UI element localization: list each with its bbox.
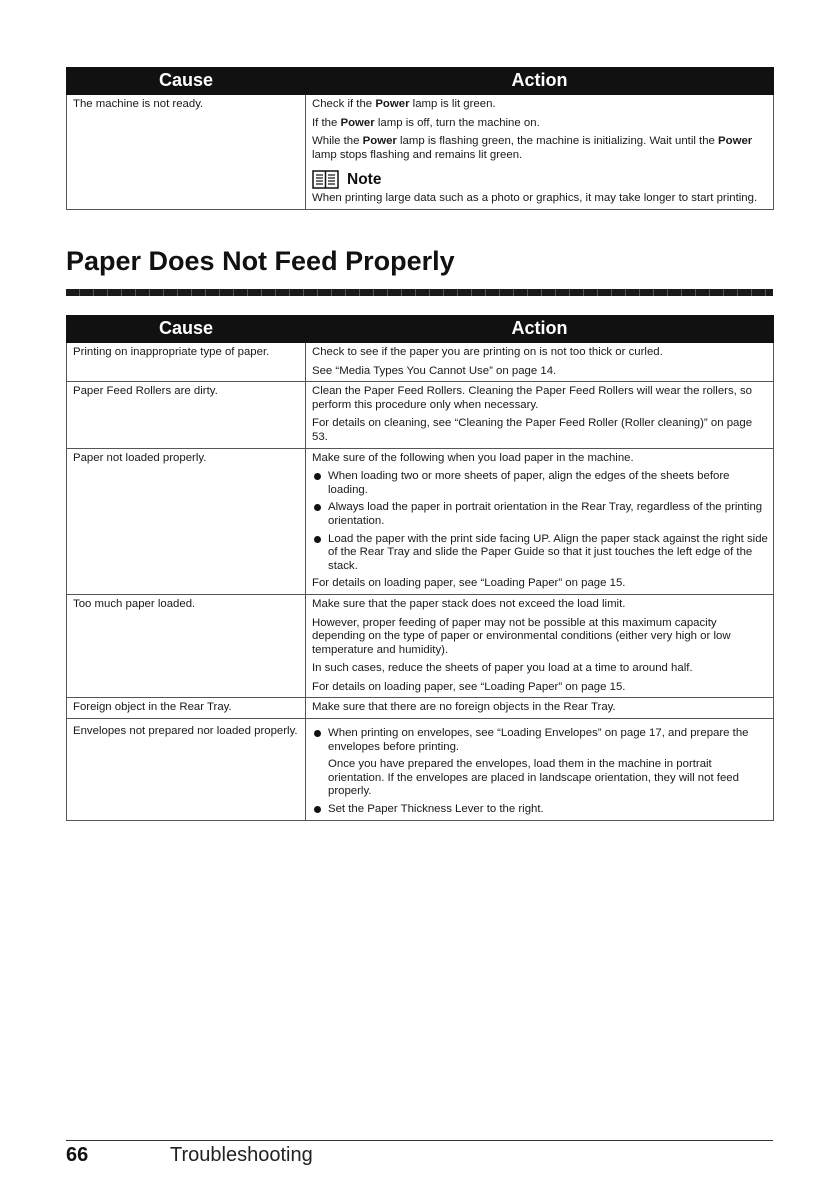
action-cell bbox=[306, 719, 774, 821]
list-item-text: Always load the paper in portrait orientation in the Rear Tray, regardless of the printing orientation. bbox=[328, 501, 763, 527]
cause-cell: Paper Feed Rollers are dirty. bbox=[67, 382, 306, 448]
list-item bbox=[312, 803, 768, 817]
list-item-text: When loading two or more sheets of paper, align the edges of the sheets before loading. bbox=[328, 470, 730, 496]
action-text bbox=[312, 135, 768, 162]
cause-cell: Foreign object in the Rear Tray. bbox=[67, 698, 306, 719]
bullet-icon bbox=[314, 504, 321, 511]
action-text: However, proper feeding of paper may not be possible at this maximum capacity depending on the type of paper or environmental conditions (either very high or low temperature and humidity). bbox=[312, 616, 731, 656]
table-row bbox=[67, 594, 774, 698]
header-cause: Cause bbox=[67, 68, 306, 95]
header-action: Action bbox=[306, 316, 774, 343]
power-term: Power bbox=[718, 135, 753, 148]
action-text: For details on loading paper, see “Loading Paper” on page 15. bbox=[312, 680, 626, 693]
bullet-list bbox=[312, 727, 768, 817]
text-span: While the bbox=[312, 135, 363, 148]
section-title: Paper Does Not Feed Properly bbox=[66, 246, 455, 276]
text-span: lamp is lit green. bbox=[409, 98, 496, 110]
action-cell bbox=[306, 382, 774, 448]
action-cell bbox=[306, 343, 774, 382]
list-item bbox=[312, 501, 768, 528]
table-row bbox=[67, 95, 774, 210]
cause-cell: Too much paper loaded. bbox=[67, 594, 306, 698]
table-row bbox=[67, 343, 774, 382]
note-text: When printing large data such as a photo or graphics, it may take longer to start printing. bbox=[312, 192, 758, 205]
list-item-text: Set the Paper Thickness Lever to the right. bbox=[328, 803, 544, 816]
bullet-icon bbox=[314, 806, 321, 813]
note-title: Note bbox=[347, 171, 382, 189]
action-text: For details on loading paper, see “Loading Paper” on page 15. bbox=[312, 577, 626, 590]
text-span: lamp is off, turn the machine on. bbox=[374, 116, 540, 129]
power-term: Power bbox=[375, 98, 410, 110]
action-text: In such cases, reduce the sheets of paper you load at a time to around half. bbox=[312, 662, 693, 675]
text-span: If the bbox=[312, 116, 341, 129]
list-item bbox=[312, 533, 768, 574]
action-text bbox=[312, 117, 768, 131]
power-term: Power bbox=[340, 116, 375, 129]
bullet-icon bbox=[314, 536, 321, 543]
list-item-text: When printing on envelopes, see “Loading Envelopes” on page 17, and prepare the envelopes before printing. bbox=[328, 727, 749, 753]
note-icon bbox=[312, 170, 339, 189]
action-text bbox=[312, 98, 768, 112]
table-row bbox=[67, 448, 774, 594]
action-text: See “Media Types You Cannot Use” on page 14. bbox=[312, 364, 557, 377]
cause-cell: Paper not loaded properly. bbox=[67, 448, 306, 594]
list-item-subtext: Once you have prepared the envelopes, load them in the machine in portrait orientation. If the envelopes are placed in landscape orientation, they will not feed properly. bbox=[328, 758, 739, 798]
action-text: Make sure that the paper stack does not exceed the load limit. bbox=[312, 597, 626, 610]
bullet-icon bbox=[314, 473, 321, 480]
list-item-text: Load the paper with the print side facing UP. Align the paper stack against the right side of the Rear Tray and slide the Paper Guide so that it just touches the left edge of the stack. bbox=[328, 532, 768, 572]
table-row bbox=[67, 698, 774, 719]
action-text: Make sure of the following when you load paper in the machine. bbox=[312, 451, 634, 464]
action-cell bbox=[306, 95, 774, 210]
bullet-list bbox=[312, 470, 768, 573]
page-number: 66 bbox=[66, 1144, 89, 1166]
power-term: Power bbox=[362, 135, 397, 148]
note-header bbox=[312, 170, 768, 189]
header-action: Action bbox=[306, 68, 774, 95]
action-text: For details on cleaning, see “Cleaning the Paper Feed Roller (Roller cleaning)” on page 53. bbox=[312, 417, 753, 443]
header-cause: Cause bbox=[67, 316, 306, 343]
action-cell bbox=[306, 448, 774, 594]
cause-cell: The machine is not ready. bbox=[67, 95, 306, 210]
text-span: lamp stops flashing and remains lit green. bbox=[312, 148, 523, 161]
table-row bbox=[67, 382, 774, 448]
bullet-icon bbox=[314, 730, 321, 737]
list-item bbox=[312, 727, 768, 799]
action-text: Check to see if the paper you are printing on is not too thick or curled. bbox=[312, 346, 663, 358]
action-cell bbox=[306, 594, 774, 698]
footer-section-title: Troubleshooting bbox=[170, 1144, 313, 1166]
cause-cell: Envelopes not prepared nor loaded properly. bbox=[67, 719, 306, 821]
title-underline-bar bbox=[66, 289, 773, 296]
cause-action-table-machine bbox=[66, 67, 774, 210]
cause-cell: Printing on inappropriate type of paper. bbox=[67, 343, 306, 382]
action-text: Make sure that there are no foreign objects in the Rear Tray. bbox=[312, 701, 616, 714]
text-span: Check if the bbox=[312, 98, 376, 110]
table-row bbox=[67, 719, 774, 821]
text-span: lamp is flashing green, the machine is initializing. Wait until the bbox=[396, 135, 719, 148]
cause-action-table-paper-feed bbox=[66, 315, 774, 821]
list-item bbox=[312, 470, 768, 497]
action-text: Clean the Paper Feed Rollers. Cleaning the Paper Feed Rollers will wear the rollers, so perform this procedure only when necessary. bbox=[312, 385, 753, 411]
footer-rule bbox=[66, 1140, 773, 1141]
action-cell bbox=[306, 698, 774, 719]
